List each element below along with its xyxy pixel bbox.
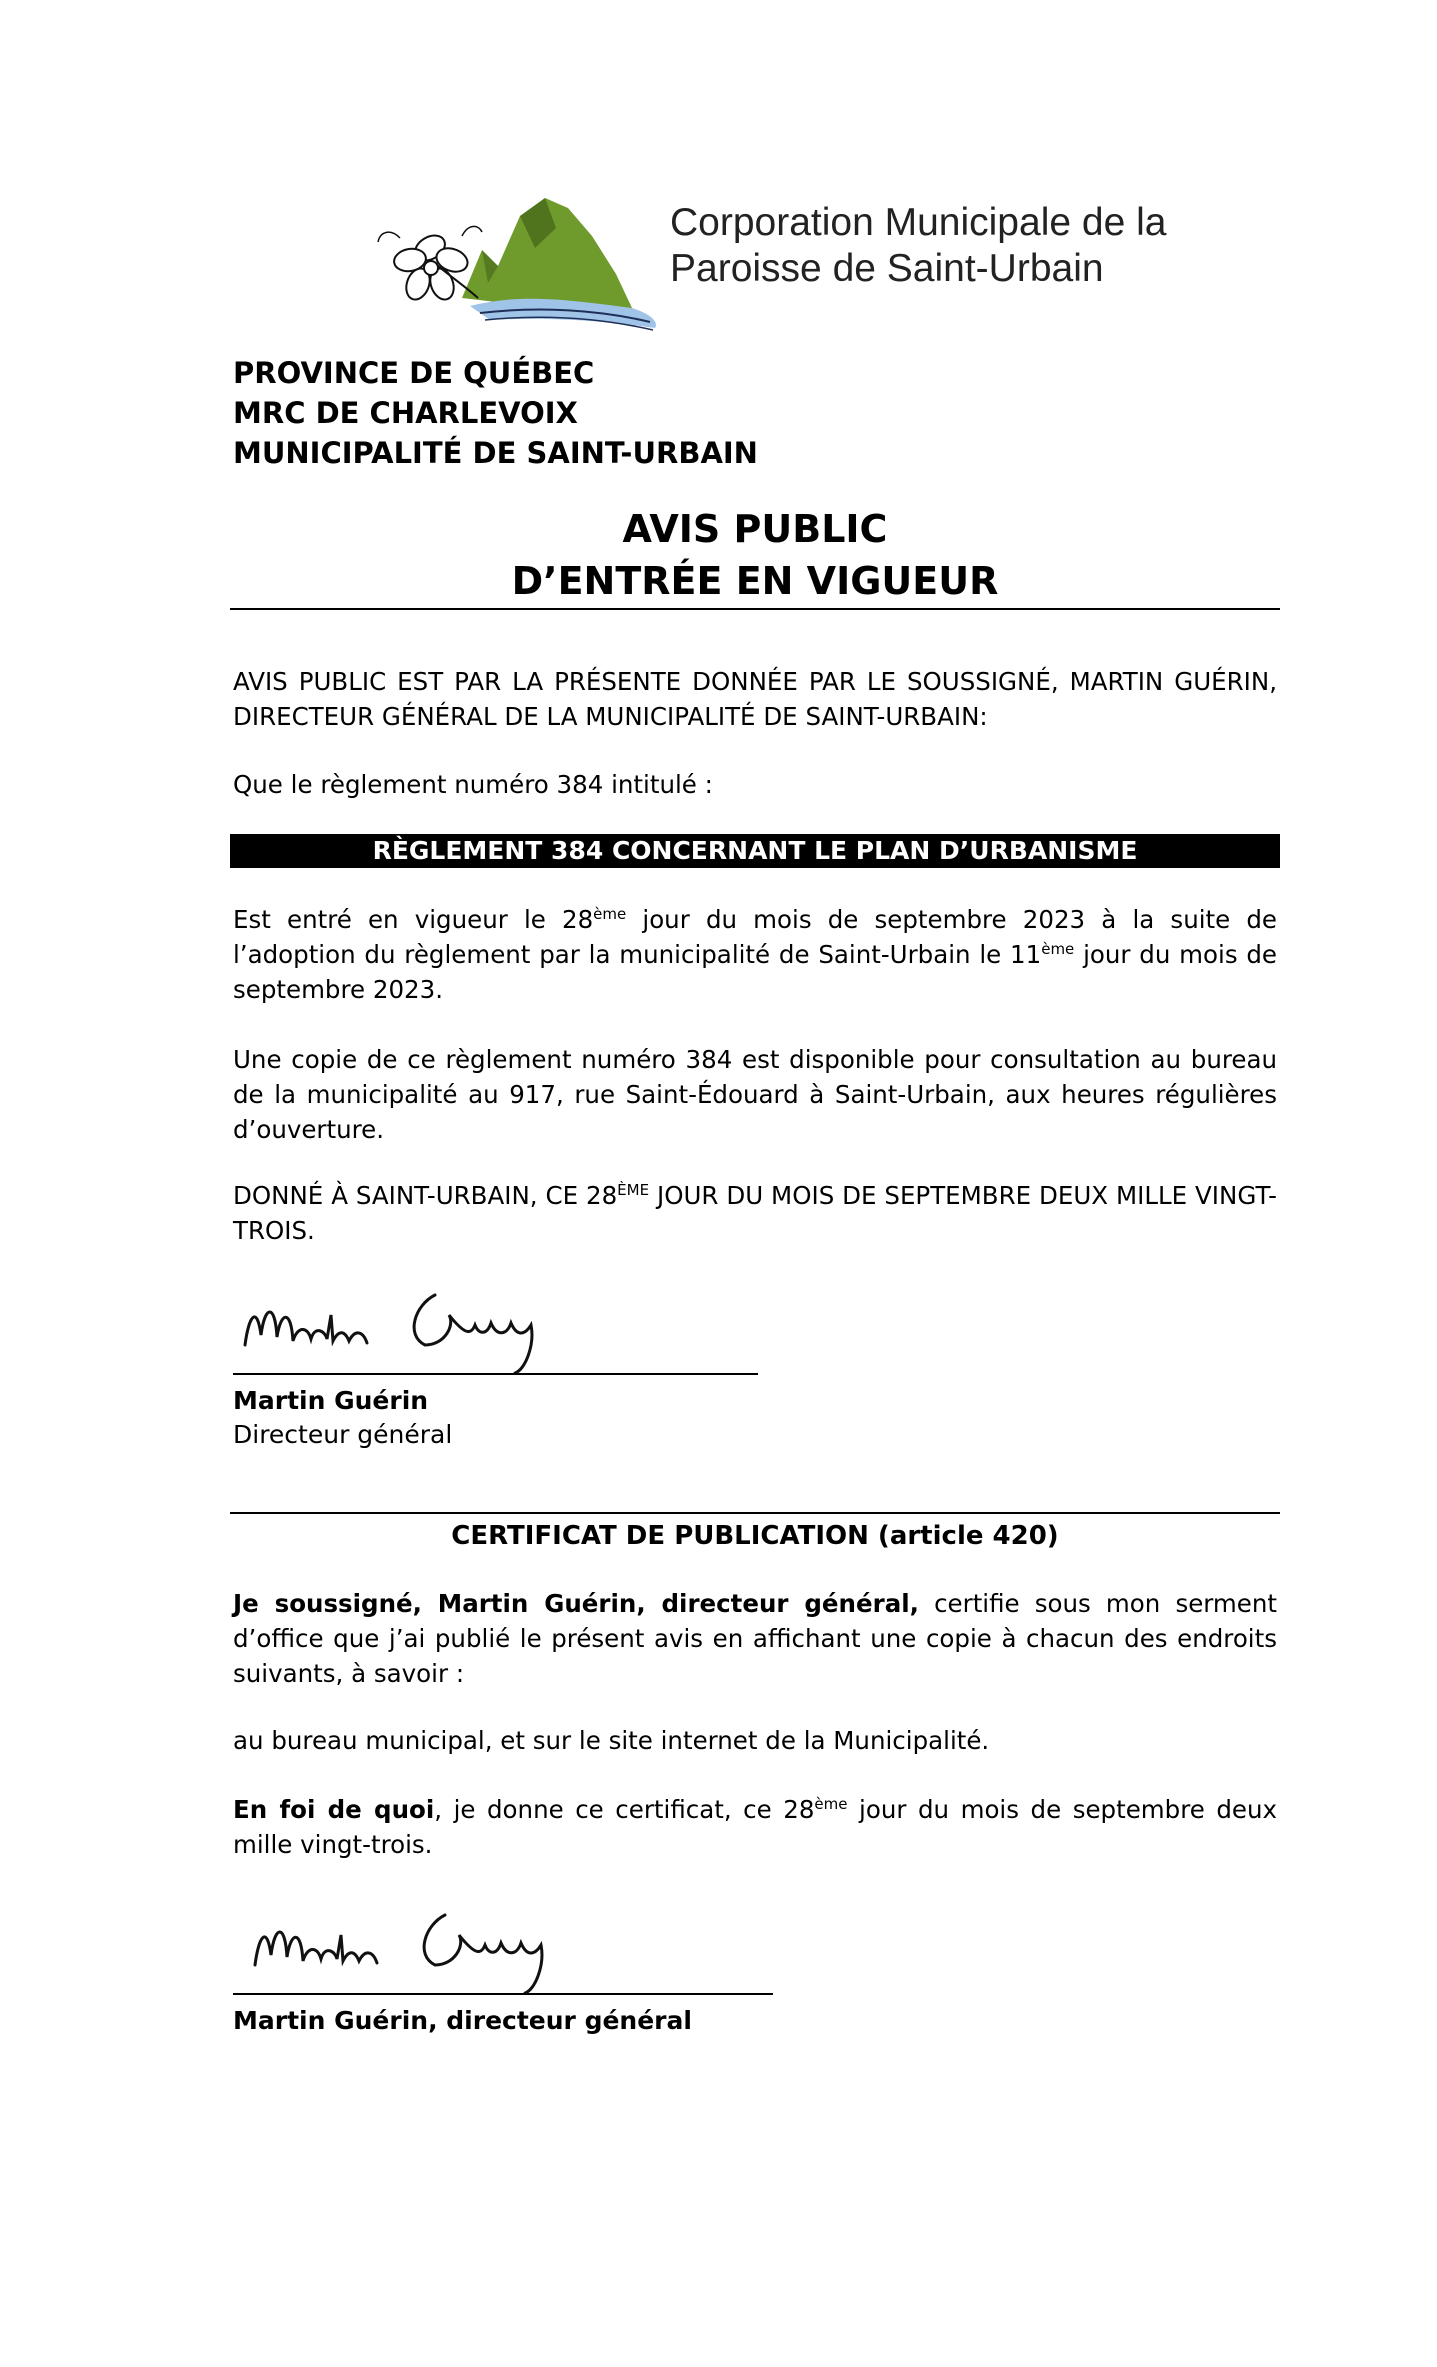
logo-line-2: Paroisse de Saint-Urbain (670, 247, 1104, 290)
notice-que: Que le règlement numéro 384 intitulé : (233, 770, 713, 799)
certificate-paragraph-1: Je soussigné, Martin Guérin, directeur général, certifie sous mon serment d’office que j’ai publié le présent avis en affichant une copie à chacun des endroits suivants, à savoir : (233, 1589, 1277, 1688)
handwritten-signature-icon (245, 1895, 645, 1995)
logo-text (670, 200, 1166, 292)
title-line-2: D’ENTRÉE EN VIGUEUR (511, 559, 999, 603)
header-municipality: MUNICIPALITÉ DE SAINT-URBAIN (233, 436, 758, 470)
title-divider (230, 608, 1280, 610)
bylaw-title-banner: RÈGLEMENT 384 CONCERNANT LE PLAN D’URBANISME (230, 834, 1280, 868)
page-title (233, 503, 1277, 607)
certificate-title: CERTIFICAT DE PUBLICATION (article 420) (451, 1521, 1059, 1551)
signature-1 (235, 1275, 635, 1379)
certificate-paragraph-2: au bureau municipal, et sur le site internet de la Municipalité. (233, 1726, 990, 1755)
jurisdiction-header (233, 353, 758, 473)
signature-2 (245, 1895, 645, 1999)
mountain-flower-logo-icon (370, 188, 670, 348)
signature-line-1 (233, 1373, 758, 1375)
header-mrc: MRC DE CHARLEVOIX (233, 396, 578, 430)
notice-paragraph-1: Est entré en vigueur le 28ème jour du mois de septembre 2023 à la suite de l’adoption du règlement par la municipalité de Saint-Urbain le 11ème jour du mois de septembre 2023. (233, 904, 1277, 1004)
handwritten-signature-icon (235, 1275, 635, 1375)
certificate-signer: Martin Guérin, directeur général (233, 2006, 692, 2035)
notice-given: DONNÉ À SAINT-URBAIN, CE 28ÈME JOUR DU MOIS DE SEPTEMBRE DEUX MILLE VINGT-TROIS. (233, 1180, 1278, 1245)
certificate-paragraph-3: En foi de quoi, je donne ce certificat, ce 28ème jour du mois de septembre deux mille vingt-trois. (233, 1794, 1277, 1859)
signer-name: Martin Guérin (233, 1386, 429, 1415)
signature-line-2 (233, 1993, 773, 1995)
notice-paragraph-2: Une copie de ce règlement numéro 384 est disponible pour consultation au bureau de la municipalité au 917, rue Saint-Édouard à Saint-Urbain, aux heures régulières d’ouverture. (233, 1045, 1277, 1144)
logo-line-1: Corporation Municipale de la (670, 201, 1167, 244)
signer-role: Directeur général (233, 1420, 453, 1449)
title-line-1: AVIS PUBLIC (622, 507, 888, 551)
header-province: PROVINCE DE QUÉBEC (233, 356, 595, 390)
notice-intro: AVIS PUBLIC EST PAR LA PRÉSENTE DONNÉE PAR LE SOUSSIGNÉ, MARTIN GUÉRIN, DIRECTEUR GÉNÉRAL DE LA MUNICIPALITÉ DE SAINT-URBAIN: (233, 667, 1277, 731)
certificate-divider (230, 1512, 1280, 1514)
logo (370, 188, 670, 348)
